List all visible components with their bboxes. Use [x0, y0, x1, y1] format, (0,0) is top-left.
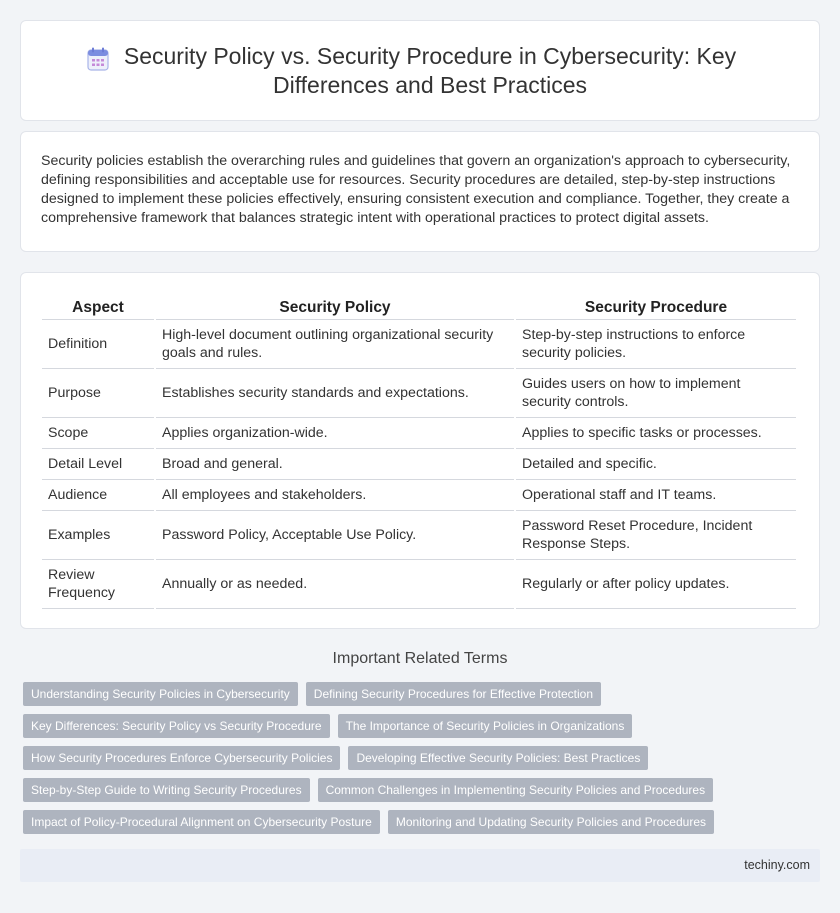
- intro-card: [20, 131, 820, 252]
- related-terms-list: [23, 682, 823, 842]
- table-cell: Establishes security standards and expectations.: [156, 369, 514, 418]
- related-term-link[interactable]: Defining Security Procedures for Effective Protection: [306, 682, 601, 706]
- table-cell: Password Reset Procedure, Incident Response Steps.: [516, 511, 796, 560]
- table-row: [42, 418, 796, 449]
- table-cell: High-level document outlining organizational security goals and rules.: [156, 320, 514, 369]
- table-cell: Password Policy, Acceptable Use Policy.: [156, 511, 514, 560]
- table-cell: Purpose: [42, 369, 154, 418]
- site-name[interactable]: techiny.com: [744, 858, 810, 872]
- table-cell: Broad and general.: [156, 449, 514, 480]
- table-cell: Definition: [42, 320, 154, 369]
- table-row: [42, 480, 796, 511]
- related-term-link[interactable]: Understanding Security Policies in Cybersecurity: [23, 682, 298, 706]
- related-term-link[interactable]: Key Differences: Security Policy vs Security Procedure: [23, 714, 330, 738]
- related-term-link[interactable]: Monitoring and Updating Security Policies and Procedures: [388, 810, 714, 834]
- related-term-link[interactable]: The Importance of Security Policies in Organizations: [338, 714, 633, 738]
- footer-bar: [20, 849, 820, 882]
- table-cell: Scope: [42, 418, 154, 449]
- table-cell: Step-by-step instructions to enforce security policies.: [516, 320, 796, 369]
- column-header-aspect: Aspect: [42, 293, 154, 320]
- related-term-link[interactable]: Impact of Policy-Procedural Alignment on Cybersecurity Posture: [23, 810, 380, 834]
- table-cell: Review Frequency: [42, 560, 154, 609]
- related-term-link[interactable]: How Security Procedures Enforce Cybersecurity Policies: [23, 746, 340, 770]
- comparison-table-card: [20, 272, 820, 629]
- table-cell: Operational staff and IT teams.: [516, 480, 796, 511]
- table-cell: Regularly or after policy updates.: [516, 560, 796, 609]
- column-header-security-procedure: Security Procedure: [516, 293, 796, 320]
- table-cell: Applies to specific tasks or processes.: [516, 418, 796, 449]
- table-cell: Detail Level: [42, 449, 154, 480]
- table-row: [42, 320, 796, 369]
- comparison-table: [40, 293, 798, 609]
- table-cell: All employees and stakeholders.: [156, 480, 514, 511]
- table-row: [42, 369, 796, 418]
- related-term-link[interactable]: Developing Effective Security Policies: Best Practices: [348, 746, 648, 770]
- intro-paragraph: Security policies establish the overarching rules and guidelines that govern an organization's approach to cybersecurity, defining responsibilities and acceptable use for resources. Security procedures are detailed, step-by-step instructions designed to implement these policies effectively, ensuring consistent execution and compliance. Together, they create a comprehensive framework that balances strategic intent with operational practices to protect digital assets.: [41, 153, 791, 226]
- table-header-row: [42, 293, 796, 320]
- table-cell: Examples: [42, 511, 154, 560]
- table-cell: Guides users on how to implement security controls.: [516, 369, 796, 418]
- header-card: [20, 20, 820, 121]
- table-row: [42, 511, 796, 560]
- table-cell: Audience: [42, 480, 154, 511]
- table-cell: Detailed and specific.: [516, 449, 796, 480]
- table-cell: Annually or as needed.: [156, 560, 514, 609]
- column-header-security-policy: Security Policy: [156, 293, 514, 320]
- table-row: [42, 560, 796, 609]
- page-title: Security Policy vs. Security Procedure in Cybersecurity: Key Differences and Best Practices: [123, 42, 737, 98]
- table-row: [42, 449, 796, 480]
- related-term-link[interactable]: Common Challenges in Implementing Security Policies and Procedures: [318, 778, 714, 802]
- related-term-link[interactable]: Step-by-Step Guide to Writing Security Procedures: [23, 778, 310, 802]
- calendar-icon: [87, 47, 109, 71]
- table-cell: Applies organization-wide.: [156, 418, 514, 449]
- related-terms-title: Important Related Terms: [332, 650, 508, 667]
